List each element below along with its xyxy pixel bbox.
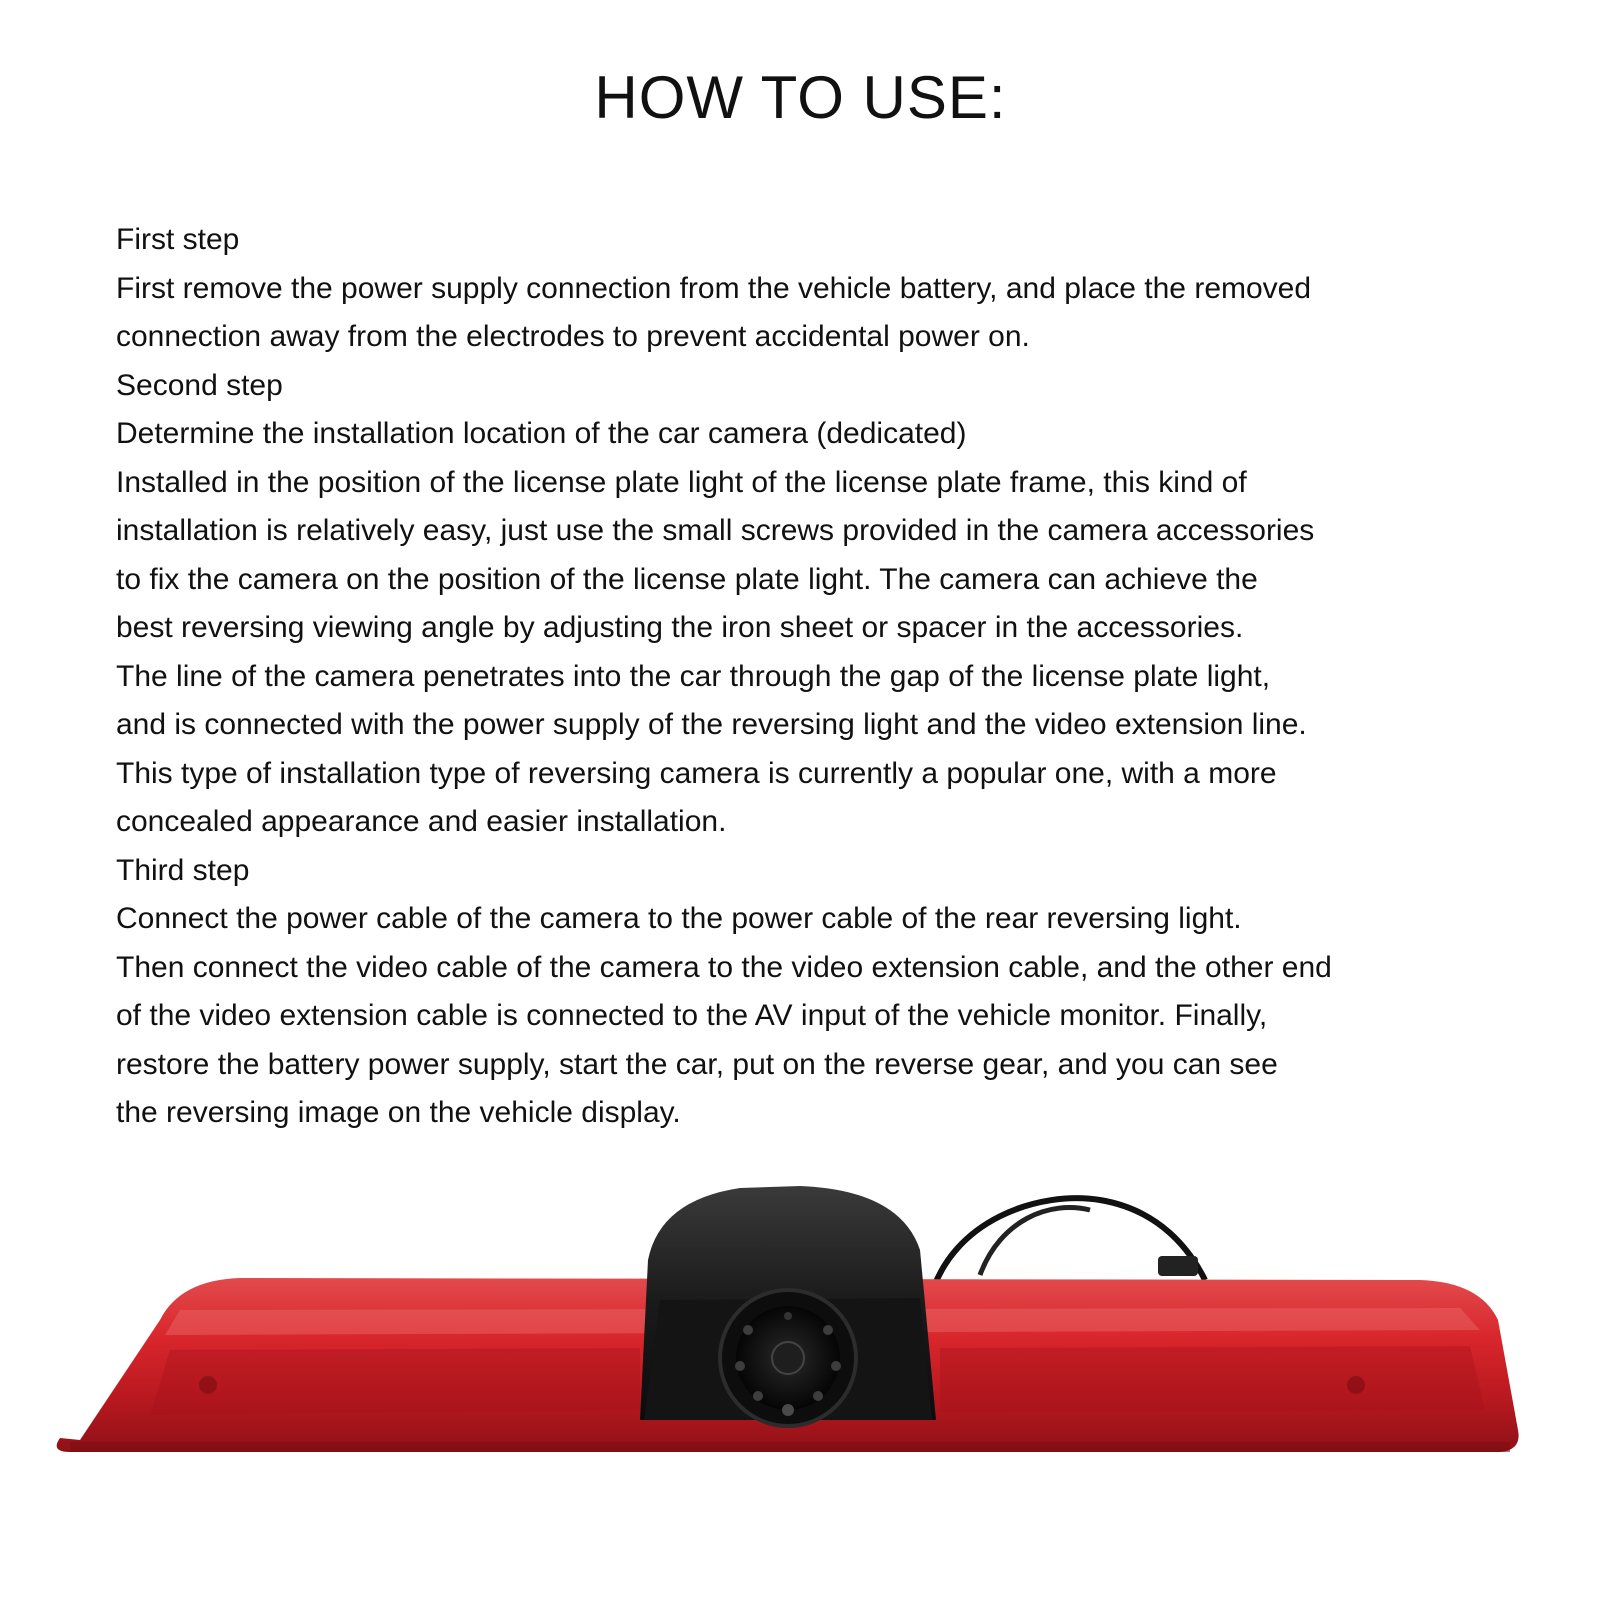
brake-light-camera-image xyxy=(40,1180,1560,1520)
connector xyxy=(1158,1256,1198,1276)
instruction-line: and is connected with the power supply of the reversing light and the video extension line. xyxy=(116,708,1307,741)
ir-led xyxy=(753,1391,763,1401)
light-sensor xyxy=(782,1404,794,1416)
instruction-line: best reversing viewing angle by adjusting the iron sheet or spacer in the accessories. xyxy=(116,611,1244,644)
step-heading-second: Second step xyxy=(116,368,283,402)
instruction-line: the reversing image on the vehicle display. xyxy=(116,1096,681,1129)
instruction-line: installation is relatively easy, just use the small screws provided in the camera accessories xyxy=(116,514,1315,547)
microphone xyxy=(784,1312,792,1320)
brake-light-camera-illustration xyxy=(40,1180,1560,1520)
step-heading-third: Third step xyxy=(116,853,250,887)
mount-hole xyxy=(1347,1376,1365,1394)
instruction-line: of the video extension cable is connected to the AV input of the vehicle monitor. Finally, xyxy=(116,999,1268,1032)
instruction-line: connection away from the electrodes to prevent accidental power on. xyxy=(116,320,1030,353)
instruction-line: The line of the camera penetrates into the car through the gap of the license plate light, xyxy=(116,659,1271,693)
step-heading-first: First step xyxy=(116,223,240,256)
instruction-line: concealed appearance and easier installation. xyxy=(116,805,727,838)
instructions-text xyxy=(116,216,1516,1138)
instruction-line: to fix the camera on the position of the license plate light. The camera can achieve the xyxy=(116,562,1258,596)
ir-led xyxy=(831,1361,841,1371)
light-bar-edge xyxy=(70,1442,1510,1452)
ir-led xyxy=(743,1325,753,1335)
led-strip-left xyxy=(150,1348,640,1415)
camera-lens xyxy=(772,1342,804,1374)
page-title: HOW TO USE: xyxy=(594,64,1007,131)
instruction-line: This type of installation type of reversing camera is currently a popular one, with a more xyxy=(116,756,1277,790)
instruction-line: restore the battery power supply, start the car, put on the reverse gear, and you can see xyxy=(116,1047,1278,1081)
mount-hole xyxy=(199,1376,217,1394)
instruction-line: Connect the power cable of the camera to the power cable of the rear reversing light. xyxy=(116,902,1242,935)
led-strip-right xyxy=(940,1346,1485,1412)
ir-led xyxy=(813,1391,823,1401)
ir-led xyxy=(735,1361,745,1371)
instruction-line: First remove the power supply connection from the vehicle battery, and place the removed xyxy=(116,271,1312,305)
ir-led xyxy=(823,1325,833,1335)
instruction-line: Installed in the position of the license plate light of the license plate frame, this kind of xyxy=(116,465,1247,499)
instruction-line: Determine the installation location of the car camera (dedicated) xyxy=(116,417,967,450)
instruction-line: Then connect the video cable of the camera to the video extension cable, and the other end xyxy=(116,950,1332,984)
